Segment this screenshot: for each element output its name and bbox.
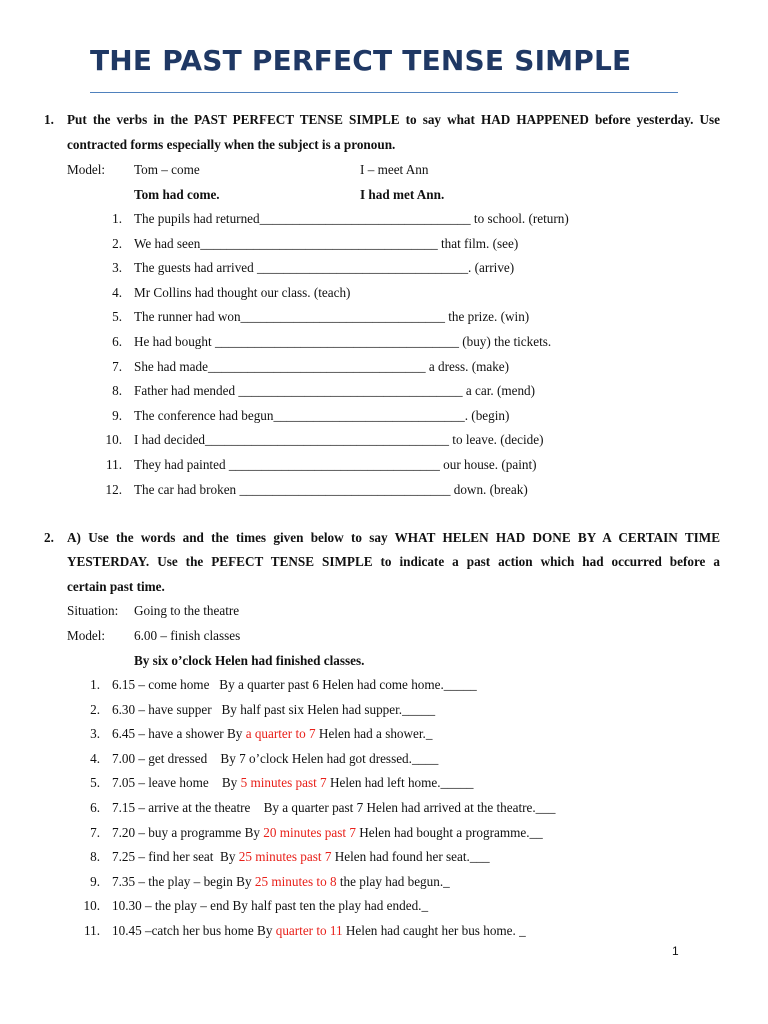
list-item-number: 11. [106,457,122,472]
section2-situation-label: Situation: [67,603,119,618]
list-item [112,676,477,693]
list-item-number: 2. [90,701,100,717]
list-item-number: 1. [90,677,100,692]
list-item-number: 2. [112,235,122,251]
list-item [112,701,435,718]
list-item-number: 5. [112,309,122,325]
list-item-number: 5. [90,775,100,791]
list-item-text: 7.25 – find her seat By [112,849,239,865]
list-item [112,774,474,791]
section2-model-label: Model: [67,628,106,643]
highlighted-time: 25 minutes past 7 [238,849,332,865]
list-item-number: 12. [105,481,122,497]
section2-instruction-line1: A) Use the words and the times given below to say WHAT HELEN HAD DONE BY A CERTAIN TIME [67,530,720,545]
list-item-number: 10. [83,898,100,914]
section1-model-a-answer: Tom had come. [134,187,220,202]
list-item-text: 6.30 – have supper By half past six Helen had supper._____ [112,701,436,717]
list-item: They had painted ________________________________ our house. (paint) [134,457,537,472]
list-item-text: 7.20 – buy a programme By [112,824,264,840]
list-item-number: 9. [112,407,122,423]
section2-number: 2. [44,530,54,545]
section2-instruction-line3: certain past time. [67,579,165,594]
section2-instruction-line2: YESTERDAY. Use the PEFECT TENSE SIMPLE to indicate a past action which had occurred before a [67,554,720,569]
list-item-text: 6.15 – come home By a quarter past 6 Helen had come home._____ [112,677,477,692]
list-item: I had decided_____________________________________ to leave. (decide) [134,432,544,448]
list-item: She had made_________________________________ a dress. (make) [134,358,510,374]
list-item-number: 3. [112,260,122,276]
highlighted-time: 5 minutes past 7 [240,775,327,791]
list-item-text: 7.05 – leave home By [112,775,241,791]
highlighted-time: 20 minutes past 7 [263,824,356,840]
section1-model-a-prompt: Tom – come [134,162,200,177]
list-item: He had bought _____________________________________ (buy) the tickets. [134,334,552,349]
list-item-text-end: Helen had caught her bus home. _ [342,923,526,938]
section2-model-prompt: 6.00 – finish classes [134,628,241,643]
page-number: 1 [672,944,679,958]
list-item: The guests had arrived ________________________________. (arrive) [134,260,515,276]
list-item-number: 10. [105,432,122,448]
section1-model-b-answer: I had met Ann. [360,187,445,202]
highlighted-time: a quarter to 7 [245,726,316,742]
list-item-text: 7.00 – get dressed By 7 o’clock Helen had got dressed.____ [112,750,439,766]
list-item-text: 10.45 –catch her bus home By [112,923,276,938]
section1-number: 1. [44,112,54,127]
section2-model-answer: By six o’clock Helen had finished classes. [134,653,365,668]
page-title: THE PAST PERFECT TENSE SIMPLE [90,44,632,77]
list-item: Father had mended __________________________________ a car. (mend) [134,383,536,399]
list-item [112,824,543,841]
list-item-number: 4. [112,284,122,300]
list-item-number: 1. [112,211,122,226]
list-item [112,873,450,890]
section2-situation-text: Going to the theatre [134,603,240,618]
list-item-text: 7.15 – arrive at the theatre By a quarter past 7 Helen had arrived at the theatre.___ [112,800,556,815]
section1-model-b-prompt: I – meet Ann [360,162,429,177]
highlighted-time: quarter to 11 [275,923,343,938]
list-item-text-end: the play had begun._ [336,873,450,889]
highlighted-time: 25 minutes to 8 [254,873,337,889]
list-item [112,750,438,767]
section1-instruction-line2: contracted forms especially when the subject is a pronoun. [67,137,396,152]
list-item: The conference had begun_____________________________. (begin) [134,407,510,423]
list-item-number: 6. [90,800,100,815]
list-item-number: 7. [90,824,100,840]
list-item-number: 6. [112,334,122,349]
list-item: Mr Collins had thought our class. (teach) [134,284,351,300]
list-item [112,897,428,914]
list-item-number: 11. [84,923,100,938]
list-item-text-end: Helen had a shower._ [315,726,433,742]
list-item: We had seen____________________________________ that film. (see) [134,235,519,251]
list-item: The pupils had returned________________________________ to school. (return) [134,211,569,226]
list-item: The runner had won_______________________________ the prize. (win) [134,309,530,325]
list-item-text: 6.45 – have a shower By [112,726,246,742]
section1-model-label: Model: [67,162,106,177]
list-item-number: 8. [90,849,100,865]
list-item-text-end: Helen had bought a programme.__ [355,824,543,840]
list-item-number: 7. [112,358,122,374]
list-item-number: 4. [90,750,100,766]
list-item [112,799,555,816]
list-item: The car had broken ________________________________ down. (break) [134,481,528,497]
list-item [112,922,526,939]
list-item-text: 10.30 – the play – end By half past ten the play had ended._ [112,898,429,914]
title-divider [90,92,678,93]
list-item [112,725,432,742]
list-item-number: 9. [90,873,100,889]
list-item-text-end: Helen had left home._____ [326,775,474,791]
list-item [112,848,490,865]
list-item-number: 8. [112,383,122,399]
list-item-text-end: Helen had found her seat.___ [331,849,490,865]
section1-instruction-line1: Put the verbs in the PAST PERFECT TENSE SIMPLE to say what HAD HAPPENED before yesterday. Use [67,112,720,127]
list-item-text: 7.35 – the play – begin By [112,873,255,889]
list-item-number: 3. [90,726,100,742]
